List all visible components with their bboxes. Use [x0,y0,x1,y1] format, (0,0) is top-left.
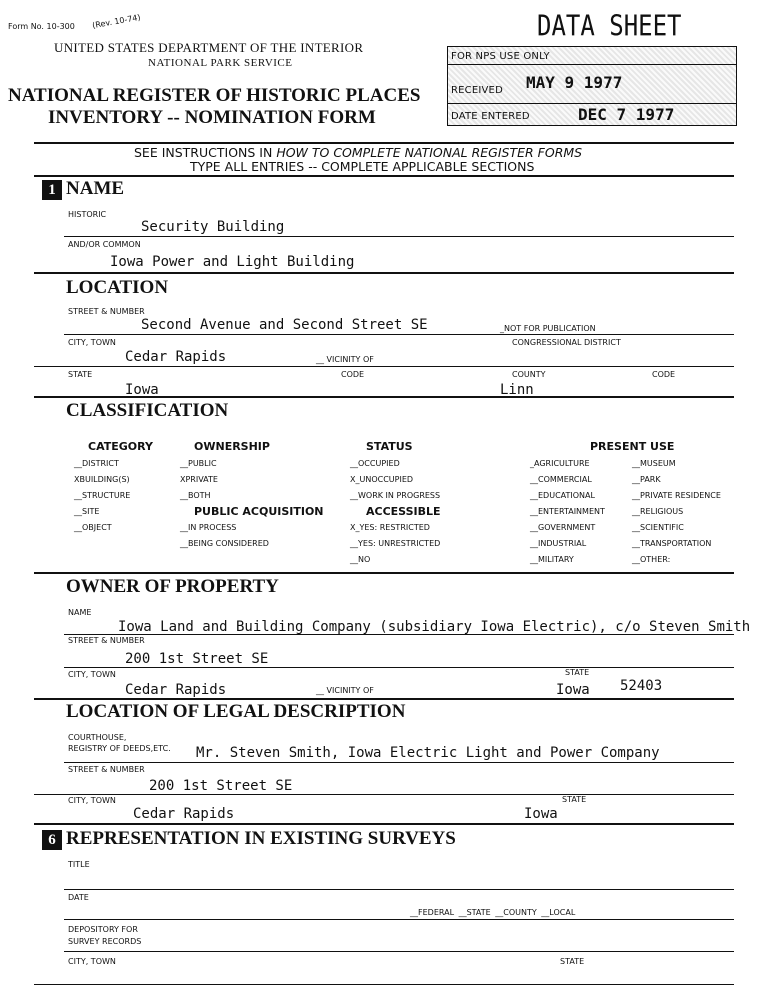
code-label: CODE [341,370,365,379]
use-agriculture: _AGRICULTURE [530,459,590,468]
accessible-unrestricted: __YES: UNRESTRICTED [350,539,441,548]
present-use-heading: PRESENT USE [590,440,675,453]
historic-name: Security Building [141,219,285,235]
acquisition-being-considered: __BEING CONSIDERED [180,539,269,548]
registry-label: REGISTRY OF DEEDS,ETC. [68,744,171,753]
category-building: XBUILDING(S) [74,475,130,484]
nps-use-box [447,46,737,126]
owner-vicinity-label: __ VICINITY OF [316,686,374,695]
instructions-line1: SEE INSTRUCTIONS IN HOW TO COMPLETE NATIONAL REGISTER FORMS [134,145,583,160]
legal-street-label: STREET & NUMBER [68,765,145,774]
legal-street: 200 1st Street SE [149,778,293,794]
survey-city-label: CITY, TOWN [68,957,116,966]
legal-state: Iowa [524,806,558,822]
ownership-heading: OWNERSHIP [194,440,270,453]
courthouse-label: COURTHOUSE, [68,733,127,742]
depository-label-2: SURVEY RECORDS [68,937,142,946]
section-title-classification: CLASSIFICATION [66,400,229,421]
county-label: COUNTY [512,370,546,379]
category-object: __OBJECT [74,523,112,532]
section-title-legal: LOCATION OF LEGAL DESCRIPTION [66,701,406,722]
legal-city: Cedar Rapids [133,806,235,822]
category-structure: __STRUCTURE [74,491,131,500]
owner-name-label: NAME [68,608,92,617]
form-title-line2: INVENTORY -- NOMINATION FORM [48,107,376,128]
section-title-location: LOCATION [66,277,169,298]
use-commercial: __COMMERCIAL [530,475,592,484]
section-title-name: NAME [66,178,125,199]
location-state: Iowa [125,382,159,398]
section-title-surveys: REPRESENTATION IN EXISTING SURVEYS [66,828,456,849]
status-work-in-progress: __WORK IN PROGRESS [350,491,441,500]
location-city: Cedar Rapids [125,349,227,365]
form-revision: (Rev. 10-74) [91,12,142,31]
instructions-line2: TYPE ALL ENTRIES -- COMPLETE APPLICABLE SECTIONS [190,159,535,174]
legal-city-label: CITY, TOWN [68,796,116,805]
owner-zip: 52403 [620,678,663,694]
status-heading: STATUS [366,440,413,453]
historic-label: HISTORIC [68,210,107,219]
section-number-1: 1 [42,180,62,200]
not-for-publication: _NOT FOR PUBLICATION [500,324,596,333]
owner-name: Iowa Land and Building Company (subsidiary Iowa Electric), c/o Steven Smith [118,619,751,635]
use-museum: __MUSEUM [632,459,676,468]
common-label: AND/OR COMMON [68,240,141,249]
public-acquisition-heading: PUBLIC ACQUISITION [194,505,324,518]
use-military: __MILITARY [530,555,574,564]
ownership-both: __BOTH [180,491,211,500]
depository-label-1: DEPOSITORY FOR [68,925,138,934]
owner-city-label: CITY, TOWN [68,670,116,679]
category-district: __DISTRICT [74,459,119,468]
location-street: Second Avenue and Second Street SE [141,317,428,333]
accessible-no: __NO [350,555,371,564]
ownership-public: __PUBLIC [180,459,217,468]
state-label: STATE [68,370,93,379]
status-occupied: __OCCUPIED [350,459,400,468]
use-educational: __EDUCATIONAL [530,491,595,500]
use-government: __GOVERNMENT [530,523,596,532]
use-private-residence: __PRIVATE RESIDENCE [632,491,721,500]
survey-title-label: TITLE [68,860,90,869]
owner-state: Iowa [556,682,590,698]
nps-label: FOR NPS USE ONLY [451,51,550,62]
park-service: NATIONAL PARK SERVICE [148,57,293,69]
county-code-label: CODE [652,370,676,379]
acquisition-in-process: __IN PROCESS [180,523,237,532]
accessible-heading: ACCESSIBLE [366,505,441,518]
section-number-6: 6 [42,830,62,850]
form-number: Form No. 10-300 [8,22,75,31]
category-site: __SITE [74,507,100,516]
owner-street-label: STREET & NUMBER [68,636,145,645]
use-other: __OTHER: [632,555,671,564]
owner-street: 200 1st Street SE [125,651,269,667]
ownership-private: XPRIVATE [180,475,218,484]
use-religious: __RELIGIOUS [632,507,684,516]
owner-state-label: STATE [565,668,590,677]
legal-state-label: STATE [562,795,587,804]
location-county: Linn [500,382,534,398]
city-label: CITY, TOWN [68,338,116,347]
legal-courthouse: Mr. Steven Smith, Iowa Electric Light and Power Company [196,745,660,761]
entered-label: DATE ENTERED [451,111,530,122]
use-park: __PARK [632,475,661,484]
accessible-restricted: X_YES: RESTRICTED [350,523,430,532]
use-entertainment: __ENTERTAINMENT [530,507,605,516]
survey-state-label: STATE [560,957,585,966]
owner-city: Cedar Rapids [125,682,227,698]
common-name: Iowa Power and Light Building [110,254,355,270]
survey-levels: __FEDERAL __STATE __COUNTY __LOCAL [410,908,576,917]
entered-date: DEC 7 1977 [578,105,675,124]
vicinity-label: __ VICINITY OF [316,355,374,364]
use-industrial: __INDUSTRIAL [530,539,587,548]
congressional-district-label: CONGRESSIONAL DISTRICT [512,338,621,347]
data-sheet-stamp: DATA SHEET [537,9,682,43]
department: UNITED STATES DEPARTMENT OF THE INTERIOR [54,40,364,55]
section-title-owner: OWNER OF PROPERTY [66,576,279,597]
use-transportation: __TRANSPORTATION [632,539,712,548]
survey-date-label: DATE [68,893,89,902]
received-date: MAY 9 1977 [526,73,623,92]
category-heading: CATEGORY [88,440,153,453]
status-unoccupied: X_UNOCCUPIED [350,475,414,484]
received-label: RECEIVED [451,85,503,96]
form-title-line1: NATIONAL REGISTER OF HISTORIC PLACES [8,85,421,106]
use-scientific: __SCIENTIFIC [632,523,684,532]
street-label: STREET & NUMBER [68,307,145,316]
